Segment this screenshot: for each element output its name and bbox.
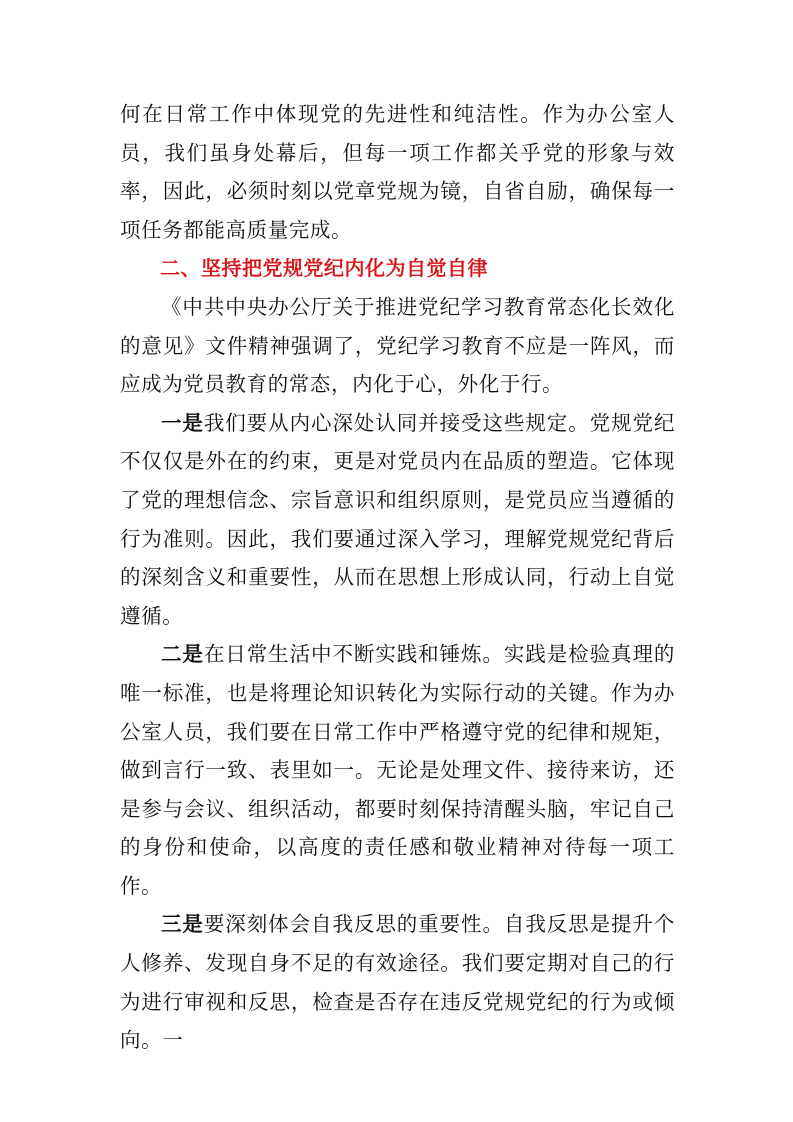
paragraph-point-three	[120, 905, 675, 1059]
point-two-text: 在日常生活中不断实践和锤炼。实践是检验真理的唯一标准，也是将理论知识转化为实际行动的关键。作为办公室人员，我们要在日常工作中严格遵守党的纪律和规矩，做到言行一致、表里如一。无论是处理文件、接待来访，还是参与会议、组织活动，都要时刻保持清醒头脑，牢记自己的身份和使命，以高度的责任感和敬业精神对待每一项工作。	[120, 642, 676, 898]
paragraph-intro: 《中共中央办公厅关于推进党纪学习教育常态化长效化的意见》文件精神强调了，党纪学习教育不应是一阵风，而应成为党员教育的常态，内化于心，外化于行。	[120, 294, 675, 397]
point-two-lead: 二是	[161, 642, 204, 667]
point-one-lead: 一是	[161, 410, 204, 435]
point-three-lead: 三是	[161, 912, 204, 937]
paragraph-continued: 何在日常工作中体现党的先进性和纯洁性。作为办公室人员，我们虽身处幕后，但每一项工作都关乎党的形象与效率，因此，必须时刻以党章党规为镜，自省自励，确保每一项任务都能高质量完成。	[120, 102, 675, 242]
document-body	[120, 95, 675, 1060]
paragraph-point-one	[120, 404, 675, 636]
point-one-text: 我们要从内心深处认同并接受这些规定。党规党纪不仅仅是外在的约束，更是对党员内在品质的塑造。它体现了党的理想信念、宗旨意识和组织原则，是党员应当遵循的行为准则。因此，我们要通过深入学习，理解党规党纪背后的深刻含义和重要性，从而在思想上形成认同，行动上自觉遵循。	[120, 410, 676, 628]
paragraph-point-two	[120, 635, 675, 905]
section-heading: 二、坚持把党规党纪内化为自觉自律	[160, 256, 488, 281]
point-three-text: 要深刻体会自我反思的重要性。自我反思是提升个人修养、发现自身不足的有效途径。我们要定期对自己的行为进行审视和反思，检查是否存在违反党规党纪的行为或倾向。一	[120, 912, 676, 1053]
